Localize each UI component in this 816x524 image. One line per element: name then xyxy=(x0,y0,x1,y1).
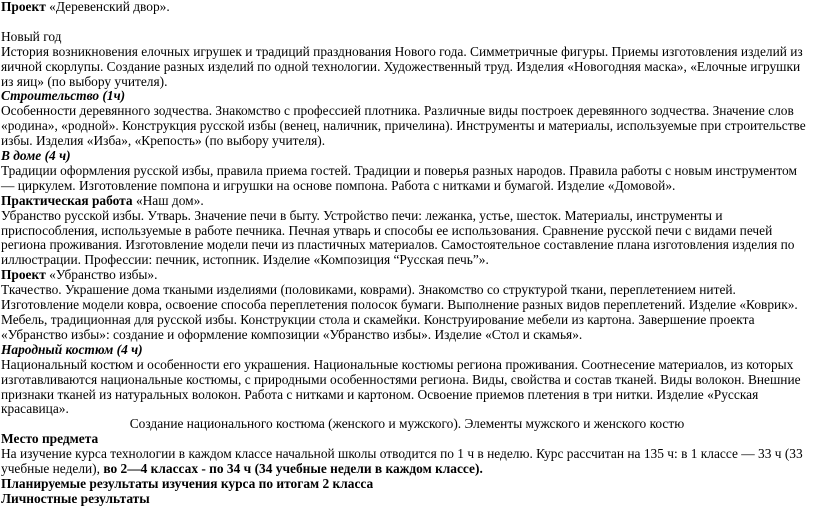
document-page xyxy=(1,0,813,507)
section-costume-body: Национальный костюм и особенности его украшения. Национальные костюмы региона проживания. Соотнесение материалов, из которых изготавливаются национальные костюмы, с природными особенностями региона. Виды, свойства и состав тканей. Виды волокон. Внешние признаки тканей из натуральных волокон. Работа с нитками и картоном. Освоение приемов плетения в три нитки. Изделие «Русская красавица». xyxy=(1,356,801,417)
section-costume-heading: Народный костюм (4 ч) xyxy=(1,341,143,357)
project-hut-heading xyxy=(1,268,813,283)
costume-creation-line: Создание национального костюма (женского и мужского). Элементы мужского и женского костю xyxy=(129,416,685,432)
subject-place-text: На изучение курса технологии в каждом классе начальной школы отводится по 1 ч в неделю. Курс рассчитан на 135 ч: в 1 классе — 33 ч (33 учебные недели), xyxy=(1,446,803,477)
project-hut-label: Проект xyxy=(1,267,46,283)
section-new-year-body: История возникновения елочных игрушек и традиций празднования Нового года. Симметричные фигуры. Приемы изготовления изделий из яичной скорлупы. Создание разных изделий по одной технологии. Художественный труд. Изделия «Новогодняя маска», «Елочные игрушки из яиц» (по выбору учителя). xyxy=(1,43,803,89)
planned-results-heading: Планируемые результаты изучения курса по итогам 2 класса xyxy=(1,475,374,491)
project-label: Проект xyxy=(1,0,46,14)
project-hut-title: «Убранство избы». xyxy=(45,267,158,283)
weaving-body: Ткачество. Украшение дома ткаными изделиями (половиками, коврами). Знакомство со структурой ткани, переплетением нитей. Изготовление модели ковра, освоение способа переплетения полосок бумаги. Выполнение разных видов переплетений. Изделие «Коврик». Мебель, традиционная для русской избы. Конструкции стола и скамейки. Конструирование мебели из картона. Завершение проекта «Убранство избы»: создание и оформление композиции «Убранство избы». Изделие «Стол и скамья». xyxy=(1,282,798,342)
hut-decoration-body: Убранство русской избы. Утварь. Значение печи в быту. Устройство печи: лежанка, устье, шесток. Материалы, инструменты и приспособления, используемые в работе печника. Печная утварь и способы ее использования. Сравнение русской печи с видами печей региона проживания. Изготовление модели печи из пластичных материалов. Самостоятельное составление плана изготовления изделия по иллюстрации. Профессии: печник, истопник. Изделие «Композиция “Русская печь”». xyxy=(1,207,795,268)
project-title: «Деревенский двор». xyxy=(45,0,170,14)
subject-place-heading: Место предмета xyxy=(1,431,99,447)
practical-work-label: Практическая работа xyxy=(1,192,133,208)
project-heading xyxy=(1,0,813,15)
subject-place-body xyxy=(1,447,813,477)
blank-line xyxy=(1,15,813,30)
section-in-home-heading: В доме (4 ч) xyxy=(1,148,71,164)
practical-work-title: «Наш дом». xyxy=(132,192,204,208)
practical-work-heading xyxy=(1,194,813,209)
section-new-year-title: Новый год xyxy=(1,28,62,44)
personal-results-heading: Личностные результаты xyxy=(1,490,150,506)
section-construction-body: Особенности деревянного зодчества. Знакомство с профессией плотника. Различные виды построек деревянного зодчества. Значение слов «родина», «родной». Конструкция русской избы (венец, наличник, причелина). Инструменты и материалы, используемые при строительстве избы. Изделия «Изба», «Крепость» (по выбору учителя). xyxy=(1,103,806,149)
section-construction-heading: Строительство (1ч) xyxy=(1,88,126,104)
section-in-home-body: Традиции оформления русской избы, правила приема гостей. Традиции и поверья разных народов. Правила работы с новым инструментом — циркулем. Изготовление помпона и игрушки на основе помпона. Работа с нитками и бумагой. Изделие «Домовой». xyxy=(1,162,797,193)
subject-place-bold: во 2—4 классах - по 34 ч (34 учебные недели в каждом классе). xyxy=(103,461,483,477)
